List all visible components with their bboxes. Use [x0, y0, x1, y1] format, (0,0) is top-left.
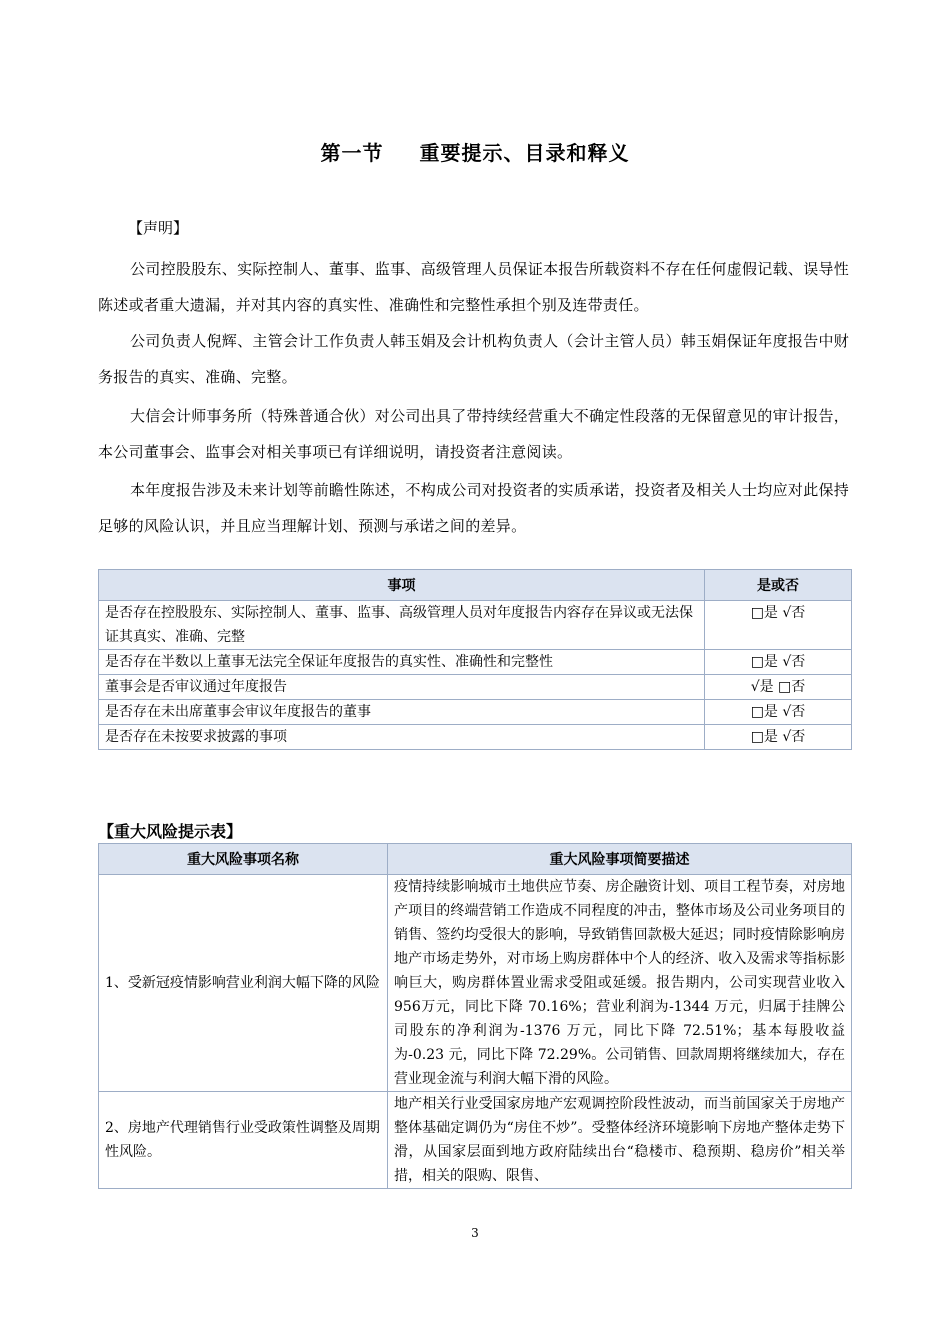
matter-cell: 是否存在半数以上董事无法完全保证年度报告的真实性、准确性和完整性: [99, 650, 705, 675]
table-row: [99, 650, 852, 675]
risk-desc-cell: 地产相关行业受国家房地产宏观调控阶段性波动，而当前国家关于房地产整体基础定调仍为“房住不炒”。受整体经济环境影响下房地产整体走势下滑，从国家层面到地方政府陆续出台“稳楼市、稳预期、稳房价”相关举措，相关的限购、限售、: [388, 1092, 852, 1189]
column-header: 事项: [99, 570, 705, 601]
section-title: [0, 137, 950, 166]
page-number: 3: [471, 1226, 479, 1240]
answer-cell: □是 √否: [705, 700, 852, 725]
matter-cell: 董事会是否审议通过年度报告: [99, 675, 705, 700]
column-header: 重大风险事项简要描述: [388, 844, 852, 875]
answer-cell: □是 √否: [705, 725, 852, 750]
table-row: [99, 725, 852, 750]
risk-name-cell: 1、受新冠疫情影响营业利润大幅下降的风险: [99, 875, 388, 1092]
table-header-row: [99, 844, 852, 875]
declaration-paragraph: 大信会计师事务所（特殊普通合伙）对公司出具了带持续经营重大不确定性段落的无保留意见的审计报告，本公司董事会、监事会对相关事项已有详细说明，请投资者注意阅读。: [98, 407, 850, 461]
table-row: [99, 675, 852, 700]
table-row: [99, 1092, 852, 1189]
table-row: [99, 875, 852, 1092]
matter-cell: 是否存在未按要求披露的事项: [99, 725, 705, 750]
matters-table: [98, 569, 852, 750]
table-row: [99, 700, 852, 725]
risk-name-cell: 2、房地产代理销售行业受政策性调整及周期性风险。: [99, 1092, 388, 1189]
answer-cell: √是 □否: [705, 675, 852, 700]
declaration-heading: 【声明】: [128, 219, 189, 237]
declaration-paragraph: 本年度报告涉及未来计划等前瞻性陈述，不构成公司对投资者的实质承诺，投资者及相关人士均应对此保持足够的风险认识，并且应当理解计划、预测与承诺之间的差异。: [98, 481, 850, 535]
column-header: 重大风险事项名称: [99, 844, 388, 875]
table-row: [99, 601, 852, 650]
answer-cell: □是 √否: [705, 601, 852, 650]
table-header-row: [99, 570, 852, 601]
declaration-paragraph: 公司负责人倪辉、主管会计工作负责人韩玉娟及会计机构负责人（会计主管人员）韩玉娟保证年度报告中财务报告的真实、准确、完整。: [98, 332, 850, 386]
declaration-paragraph: 公司控股股东、实际控制人、董事、监事、高级管理人员保证本报告所载资料不存在任何虚假记载、误导性陈述或者重大遗漏，并对其内容的真实性、准确性和完整性承担个别及连带责任。: [98, 260, 850, 314]
section-number: 第一节: [320, 141, 384, 165]
matter-cell: 是否存在未出席董事会审议年度报告的董事: [99, 700, 705, 725]
matter-cell: 是否存在控股股东、实际控制人、董事、监事、高级管理人员对年度报告内容存在异议或无法保证其真实、准确、完整: [99, 601, 705, 650]
risk-desc-cell: 疫情持续影响城市土地供应节奏、房企融资计划、项目工程节奏，对房地产项目的终端营销工作造成不同程度的冲击，整体市场及公司业务项目的销售、签约均受很大的影响，导致销售回款极大延迟；同时疫情除影响房地产市场走势外，对市场上购房群体中个人的经济、收入及需求等指标影响巨大，购房群体置业需求受阻或延缓。报告期内，公司实现营业收入 956万元，同比下降 70.16%；营业利润为-1344 万元，归属于挂牌公司股东的净利润为-1376 万元，同比下降 72.51%；基本每股收益为-0.23 元，同比下降 72.29%。公司销售、回款周期将继续加大，存在营业现金流与利润大幅下滑的风险。: [388, 875, 852, 1092]
column-header: 是或否: [705, 570, 852, 601]
risk-table-heading: 【重大风险提示表】: [98, 822, 243, 841]
section-name: 重要提示、目录和释义: [419, 141, 630, 165]
answer-cell: □是 √否: [705, 650, 852, 675]
risk-table: [98, 843, 852, 1189]
